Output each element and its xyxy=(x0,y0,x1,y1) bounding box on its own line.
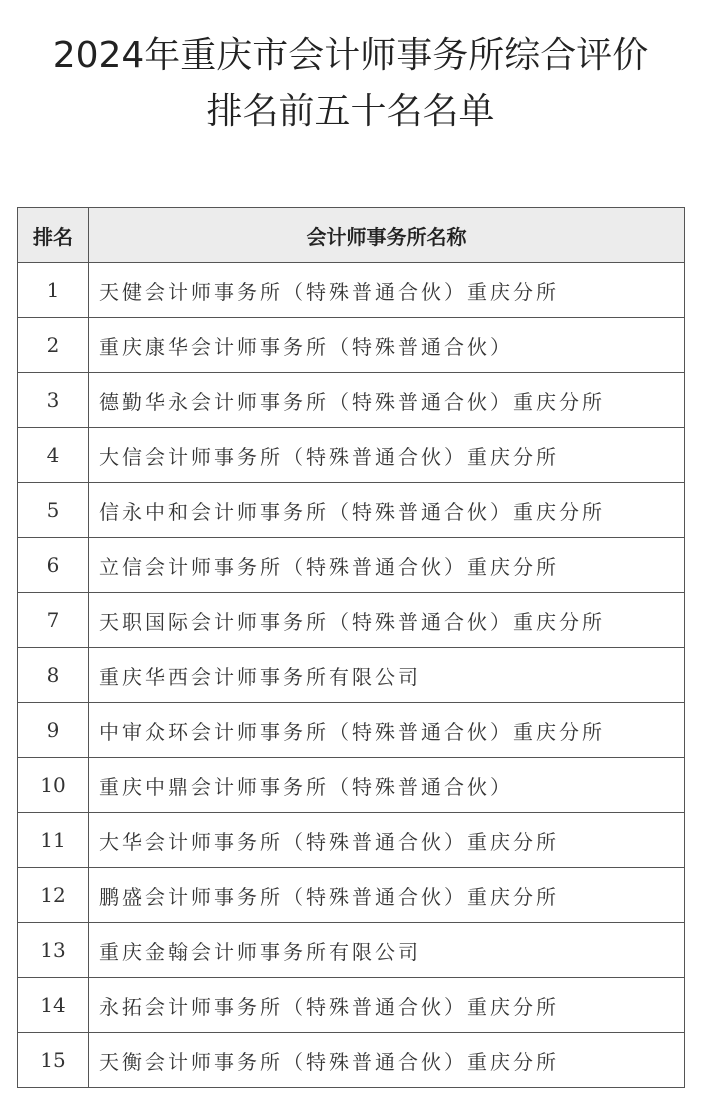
table-row xyxy=(18,428,685,483)
table-header-row xyxy=(18,208,685,263)
firm-name-cell: 重庆华西会计师事务所有限公司 xyxy=(89,648,685,703)
firm-name-cell: 德勤华永会计师事务所（特殊普通合伙）重庆分所 xyxy=(89,373,685,428)
rank-cell: 8 xyxy=(18,648,89,703)
table-row xyxy=(18,923,685,978)
firm-name-cell: 重庆金翰会计师事务所有限公司 xyxy=(89,923,685,978)
firm-name-cell: 重庆康华会计师事务所（特殊普通合伙） xyxy=(89,318,685,373)
firm-name-cell: 天健会计师事务所（特殊普通合伙）重庆分所 xyxy=(89,263,685,318)
firm-name-cell: 信永中和会计师事务所（特殊普通合伙）重庆分所 xyxy=(89,483,685,538)
rank-cell: 14 xyxy=(18,978,89,1033)
firm-name-cell: 中审众环会计师事务所（特殊普通合伙）重庆分所 xyxy=(89,703,685,758)
table-row xyxy=(18,373,685,428)
table-row xyxy=(18,263,685,318)
table-row xyxy=(18,978,685,1033)
title-line-2: 排名前五十名名单 xyxy=(206,91,495,132)
table-row xyxy=(18,593,685,648)
firm-name-cell: 天衡会计师事务所（特殊普通合伙）重庆分所 xyxy=(89,1033,685,1088)
firm-name-cell: 永拓会计师事务所（特殊普通合伙）重庆分所 xyxy=(89,978,685,1033)
rank-cell: 4 xyxy=(18,428,89,483)
rank-cell: 13 xyxy=(18,923,89,978)
firm-name-cell: 重庆中鼎会计师事务所（特殊普通合伙） xyxy=(89,758,685,813)
rank-cell: 7 xyxy=(18,593,89,648)
table-row xyxy=(18,758,685,813)
ranking-table xyxy=(17,207,685,1088)
table-body xyxy=(18,263,685,1088)
table-row xyxy=(18,1033,685,1088)
rank-cell: 5 xyxy=(18,483,89,538)
firm-name-cell: 大信会计师事务所（特殊普通合伙）重庆分所 xyxy=(89,428,685,483)
table-row xyxy=(18,703,685,758)
table-row xyxy=(18,318,685,373)
rank-cell: 6 xyxy=(18,538,89,593)
firm-name-cell: 立信会计师事务所（特殊普通合伙）重庆分所 xyxy=(89,538,685,593)
rank-cell: 12 xyxy=(18,868,89,923)
rank-cell: 10 xyxy=(18,758,89,813)
header-rank: 排名 xyxy=(18,208,89,263)
rank-cell: 15 xyxy=(18,1033,89,1088)
table-row xyxy=(18,648,685,703)
rank-cell: 3 xyxy=(18,373,89,428)
rank-cell: 9 xyxy=(18,703,89,758)
firm-name-cell: 天职国际会计师事务所（特殊普通合伙）重庆分所 xyxy=(89,593,685,648)
firm-name-cell: 大华会计师事务所（特殊普通合伙）重庆分所 xyxy=(89,813,685,868)
table-row xyxy=(18,538,685,593)
rank-cell: 2 xyxy=(18,318,89,373)
title-line-1: 2024年重庆市会计师事务所综合评价 xyxy=(52,35,649,76)
table-row xyxy=(18,813,685,868)
table-row xyxy=(18,868,685,923)
header-firm-name: 会计师事务所名称 xyxy=(89,208,685,263)
rank-cell: 11 xyxy=(18,813,89,868)
page-title xyxy=(0,28,701,140)
table-row xyxy=(18,483,685,538)
rank-cell: 1 xyxy=(18,263,89,318)
firm-name-cell: 鹏盛会计师事务所（特殊普通合伙）重庆分所 xyxy=(89,868,685,923)
